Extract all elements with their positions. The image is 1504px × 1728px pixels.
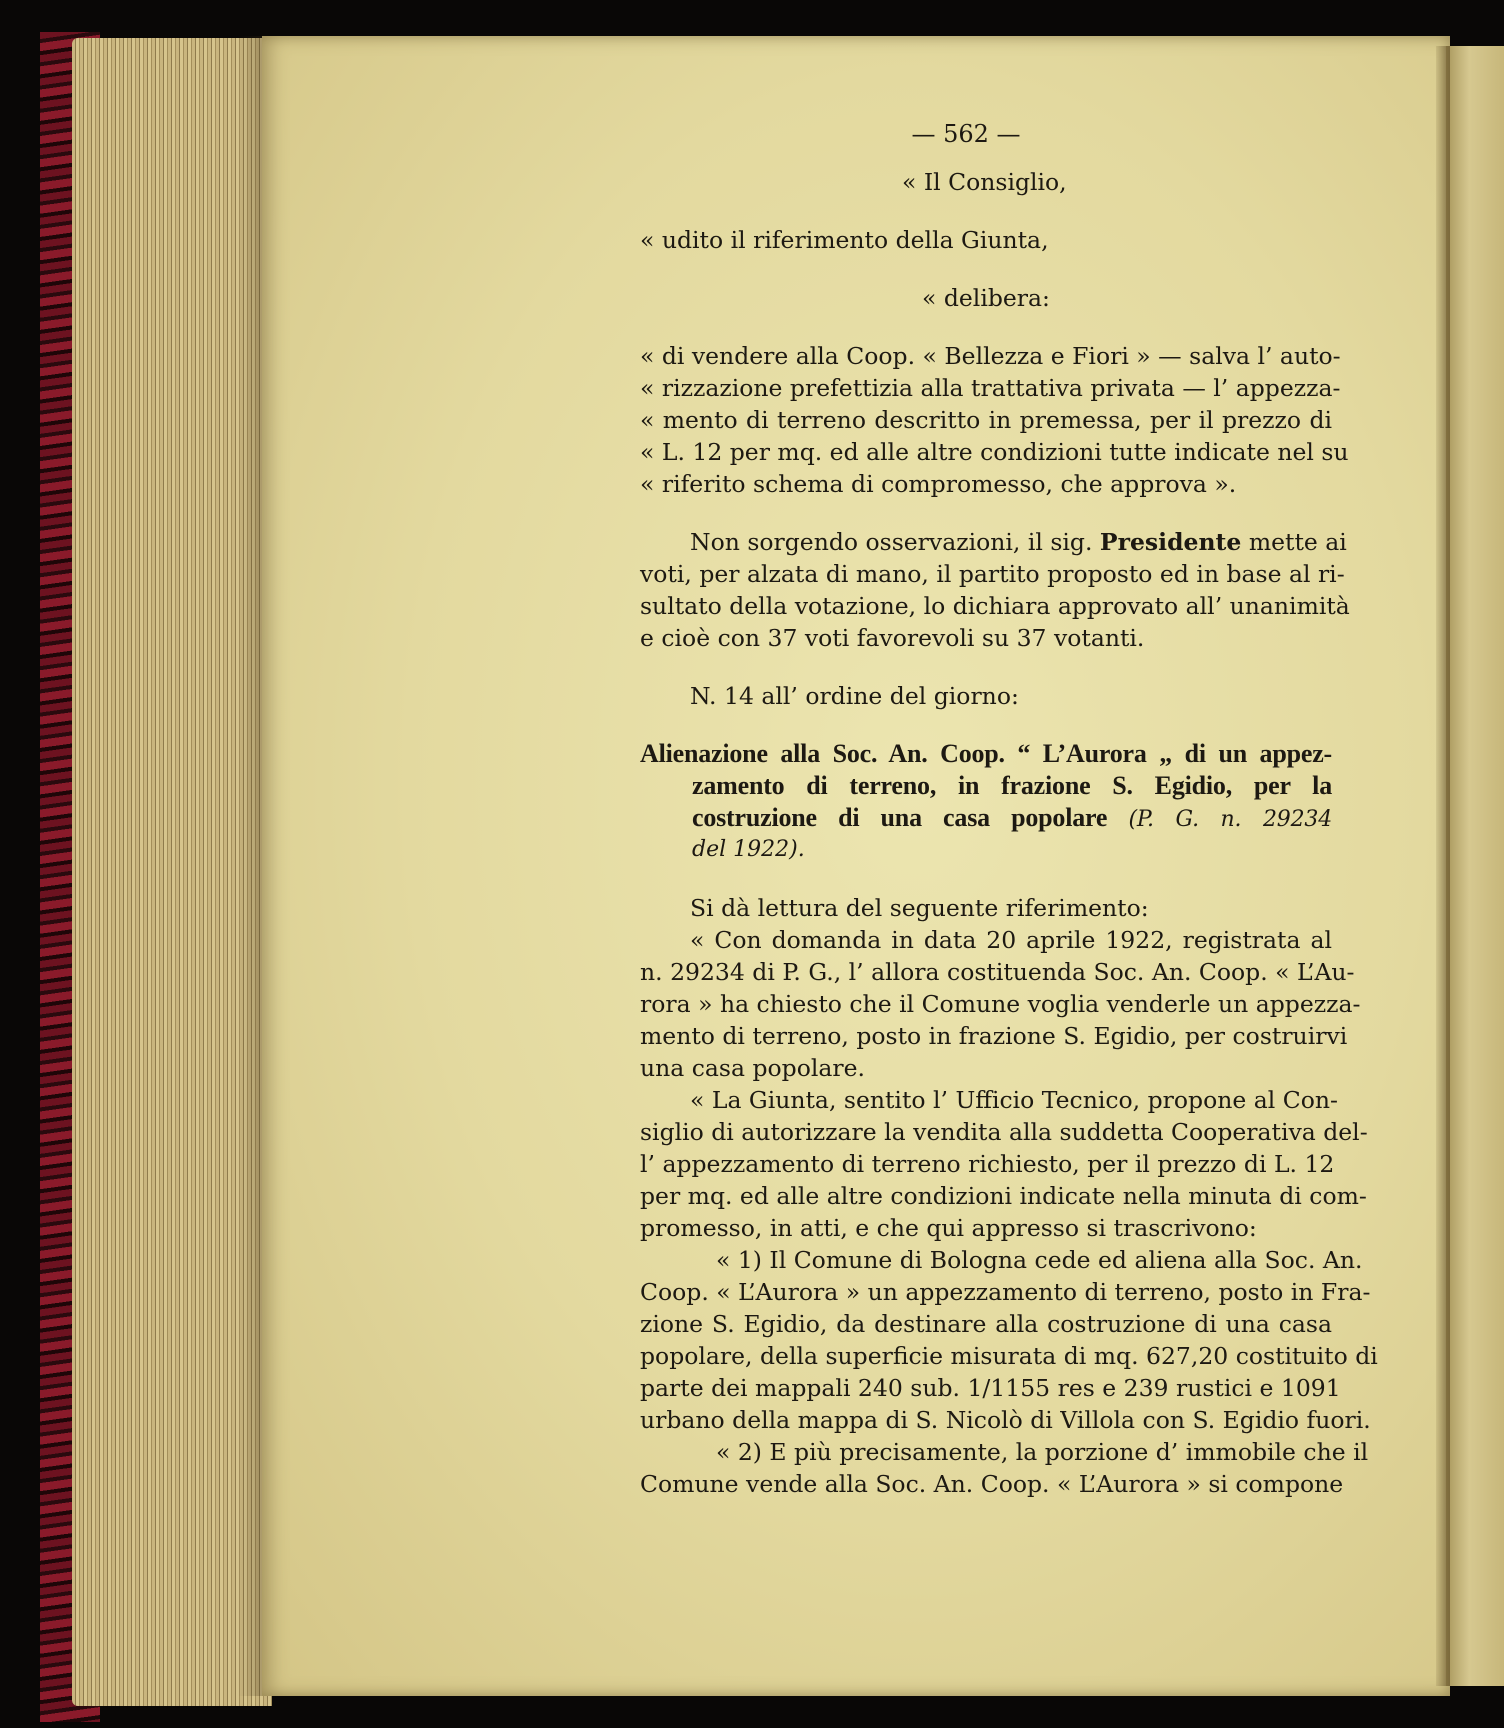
section-heading-line: zamento di terreno, in frazione S. Egidio, per la: [692, 771, 1332, 800]
text-line: « udito il riferimento della Giunta,: [640, 226, 1049, 254]
page-number: — 562 —: [911, 120, 1021, 148]
heading-reference: (P. G. n. 29234: [1128, 807, 1332, 832]
text-line: sultato della votazione, lo dichiara approvato all’ unanimità: [640, 592, 1350, 620]
section-heading-line: Alienazione alla Soc. An. Coop. “ L’Aurora „ di un appez-: [640, 739, 1332, 768]
agenda-item-line: N. 14 all’ ordine del giorno:: [690, 682, 1019, 710]
text-line: Coop. « L’Aurora » un appezzamento di terreno, posto in Fra-: [640, 1278, 1371, 1306]
text-line: una casa popolare.: [640, 1054, 865, 1082]
text-line: « L. 12 per mq. ed alle altre condizioni tutte indicate nel su: [640, 438, 1349, 466]
text-line: n. 29234 di P. G., l’ allora costituenda Soc. An. Coop. « L’Au-: [640, 958, 1355, 986]
president-label: Presidente: [1099, 528, 1242, 556]
text-line: « rizzazione prefettizia alla trattativa privata — l’ appezza-: [640, 374, 1341, 402]
text-line: per mq. ed alle altre condizioni indicate nella minuta di com-: [640, 1182, 1367, 1210]
text-line: [640, 526, 1347, 558]
text-line: Si dà lettura del seguente riferimento:: [690, 894, 1149, 922]
text-line: e cioè con 37 voti favorevoli su 37 votanti.: [640, 624, 1145, 652]
text-line: « di vendere alla Coop. « Bellezza e Fiori » — salva l’ auto-: [640, 342, 1341, 370]
text-line: « delibera:: [922, 284, 1050, 312]
section-heading-line: [640, 802, 1332, 834]
text-line: mento di terreno, posto in frazione S. Egidio, per costruirvi: [640, 1022, 1348, 1050]
page-text-block: [640, 118, 1378, 1500]
text-line: « Con domanda in data 20 aprile 1922, registrata al: [690, 926, 1332, 954]
text-line: popolare, della superficie misurata di mq. 627,20 costituito di: [640, 1342, 1378, 1370]
text-line: promesso, in atti, e che qui appresso si trascrivono:: [640, 1214, 1257, 1242]
text-line: « Il Consiglio,: [902, 168, 1067, 196]
text-line: Comune vende alla Soc. An. Coop. « L’Aurora » si compone: [640, 1470, 1344, 1498]
heading-fragment: costruzione di una casa popolare: [692, 803, 1108, 832]
text-line: « mento di terreno descritto in premessa, per il prezzo di: [640, 406, 1332, 434]
text-line: « 1) Il Comune di Bologna cede ed aliena alla Soc. An.: [716, 1246, 1363, 1274]
text-fragment: mette ai: [1248, 528, 1347, 556]
facing-page-sliver: [1446, 46, 1504, 1686]
text-line: siglio di autorizzare la vendita alla suddetta Cooperativa del-: [640, 1118, 1368, 1146]
text-line: voti, per alzata di mano, il partito proposto ed in base al ri-: [640, 560, 1345, 588]
text-line: urbano della mappa di S. Nicolò di Villola con S. Egidio fuori.: [640, 1406, 1371, 1434]
text-line: « 2) E più precisamente, la porzione d’ immobile che il: [716, 1438, 1369, 1466]
page-gutter: [1436, 46, 1450, 1686]
text-line: rora » ha chiesto che il Comune voglia venderle un appezza-: [640, 990, 1361, 1018]
text-line: « La Giunta, sentito l’ Ufficio Tecnico, propone al Con-: [690, 1086, 1338, 1114]
text-line: « riferito schema di compromesso, che approva ».: [640, 470, 1237, 498]
text-line: parte dei mappali 240 sub. 1/1155 res e 239 rustici e 1091: [640, 1374, 1341, 1402]
text-line: zione S. Egidio, da destinare alla costruzione di una casa: [640, 1310, 1332, 1338]
section-heading-line: del 1922).: [692, 837, 805, 862]
text-line: l’ appezzamento di terreno richiesto, per il prezzo di L. 12: [640, 1150, 1335, 1178]
text-fragment: Non sorgendo osservazioni, il sig.: [690, 528, 1093, 556]
